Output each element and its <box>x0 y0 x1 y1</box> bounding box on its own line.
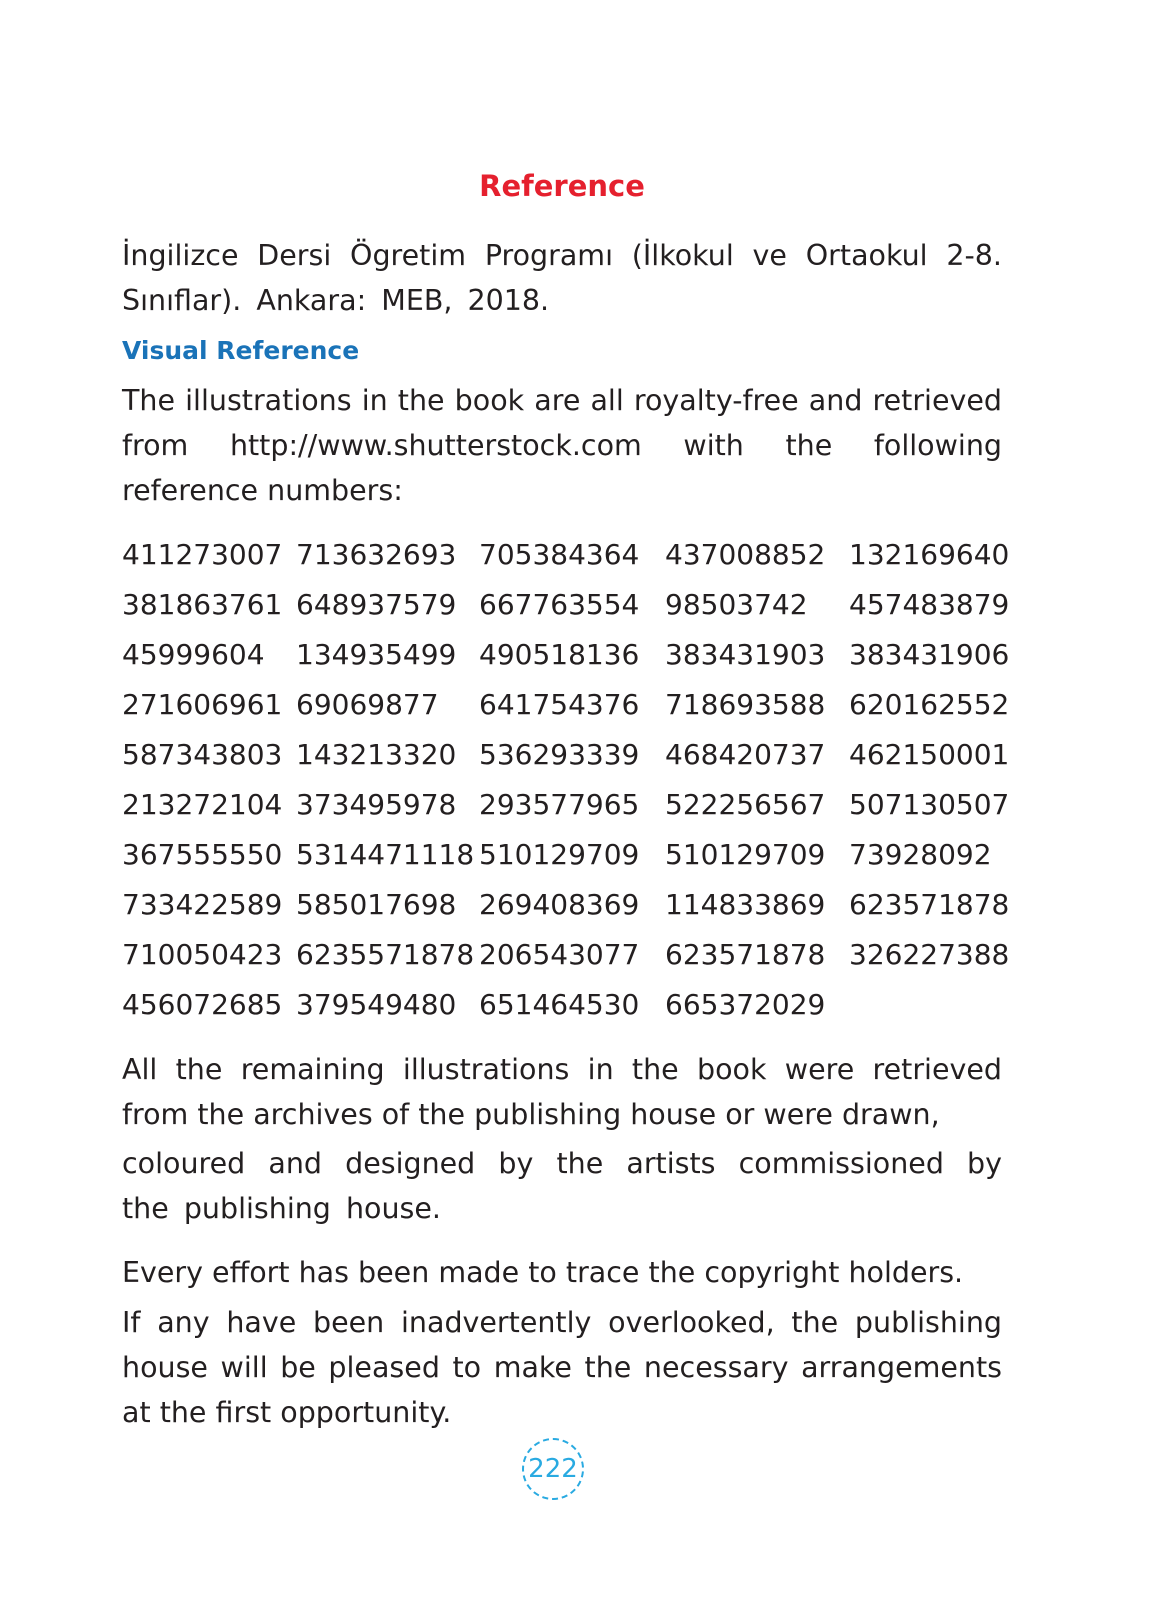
reference-number: 620162552 <box>849 688 1010 721</box>
reference-number: 134935499 <box>296 638 457 671</box>
reference-number: 456072685 <box>122 988 283 1021</box>
reference-number: 269408369 <box>479 888 640 921</box>
reference-number: 468420737 <box>665 738 826 771</box>
reference-number: 381863761 <box>122 588 283 621</box>
reference-number: 718693588 <box>665 688 826 721</box>
reference-number: 623571878 <box>849 888 1010 921</box>
reference-number: 667763554 <box>479 588 640 621</box>
reference-number: 367555550 <box>122 838 283 871</box>
reference-number: 383431906 <box>849 638 1010 671</box>
page-number: 222 <box>528 1454 578 1484</box>
reference-numbers-row <box>122 880 1010 930</box>
reference-number: 206543077 <box>479 938 640 971</box>
reference-number: 713632693 <box>296 538 457 571</box>
reference-numbers-row <box>122 830 1002 880</box>
reference-number: 6235571878 <box>296 938 475 971</box>
visual-reference-intro: The illustrations in the book are all royalty-free and retrieved from http://www.shutterstock.com with the following reference numbers: <box>122 384 1002 507</box>
reference-citation: İngilizce Dersi Ögretim Programı (İlkokul ve Ortaokul 2-8. Sınıflar). Ankara: MEB, 2018. <box>122 239 1002 317</box>
reference-numbers-row <box>122 580 1010 630</box>
page-number-badge <box>522 1438 584 1500</box>
reference-number: 132169640 <box>849 538 1010 571</box>
reference-number: 45999604 <box>122 638 265 671</box>
reference-number: 710050423 <box>122 938 283 971</box>
reference-number: 213272104 <box>122 788 283 821</box>
reference-number: 522256567 <box>665 788 826 821</box>
copyright-effort-text: Every effort has been made to trace the copyright holders. <box>122 1256 964 1289</box>
reference-number: 98503742 <box>665 588 808 621</box>
reference-number: 705384364 <box>479 538 640 571</box>
reference-number: 73928092 <box>849 838 992 871</box>
reference-number: 457483879 <box>849 588 1010 621</box>
reference-number: 462150001 <box>849 738 1010 771</box>
reference-numbers-row <box>122 980 1002 1030</box>
reference-number: 623571878 <box>665 938 826 971</box>
reference-number: 411273007 <box>122 538 283 571</box>
reference-number: 587343803 <box>122 738 283 771</box>
reference-number: 326227388 <box>849 938 1010 971</box>
reference-number: 5314471118 <box>296 838 475 871</box>
reference-numbers-row <box>122 930 1010 980</box>
reference-number: 665372029 <box>665 988 826 1021</box>
reference-numbers-row <box>122 630 1010 680</box>
page-title: Reference <box>479 169 645 203</box>
reference-number: 536293339 <box>479 738 640 771</box>
reference-number: 510129709 <box>479 838 640 871</box>
reference-number: 585017698 <box>296 888 457 921</box>
reference-number: 373495978 <box>296 788 457 821</box>
reference-number: 383431903 <box>665 638 826 671</box>
reference-number: 733422589 <box>122 888 283 921</box>
reference-number: 510129709 <box>665 838 826 871</box>
reference-number: 293577965 <box>479 788 640 821</box>
reference-number: 379549480 <box>296 988 457 1021</box>
reference-number: 641754376 <box>479 688 640 721</box>
reference-numbers-row <box>122 530 1010 580</box>
reference-number: 143213320 <box>296 738 457 771</box>
reference-number: 490518136 <box>479 638 640 671</box>
reference-number: 507130507 <box>849 788 1010 821</box>
remaining-illustrations-text: All the remaining illustrations in the book were retrieved from the archives of the publishing house or were drawn, <box>122 1053 1002 1131</box>
reference-number: 114833869 <box>665 888 826 921</box>
visual-reference-heading: Visual Reference <box>122 336 360 365</box>
overlooked-notice-text: If any have been inadvertently overlooked, the publishing house will be pleased to make the necessary arrangements at the first opportunity. <box>122 1306 1002 1429</box>
reference-number: 437008852 <box>665 538 826 571</box>
reference-number: 648937579 <box>296 588 457 621</box>
reference-number: 69069877 <box>296 688 439 721</box>
reference-numbers-row <box>122 780 1010 830</box>
reference-number: 651464530 <box>479 988 640 1021</box>
reference-numbers-row <box>122 730 1010 780</box>
commissioned-artists-text: coloured and designed by the artists commissioned by the publishing house. <box>122 1147 1002 1225</box>
reference-numbers-grid <box>122 530 1010 1030</box>
reference-number: 271606961 <box>122 688 283 721</box>
reference-numbers-row <box>122 680 1010 730</box>
